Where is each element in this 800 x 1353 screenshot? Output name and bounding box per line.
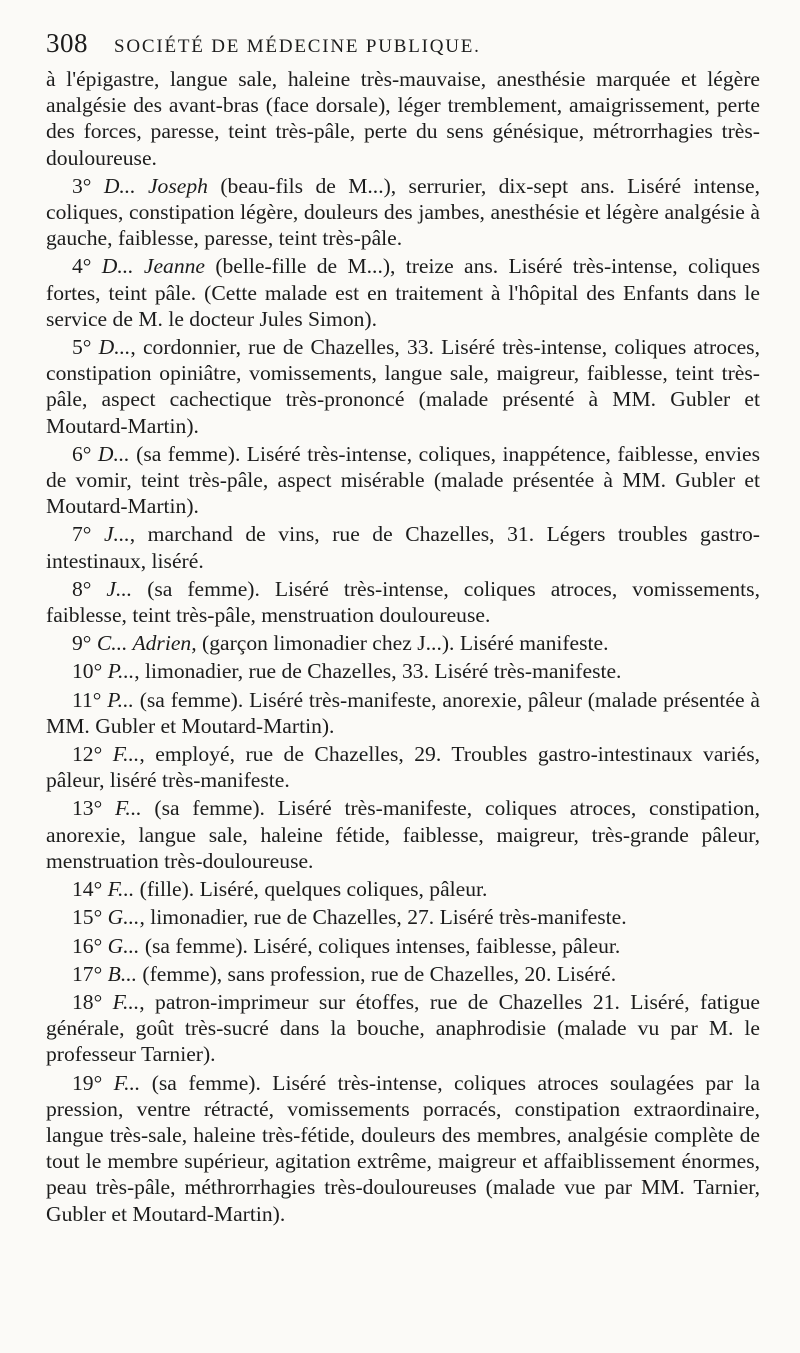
patient-name: F... [107, 877, 135, 902]
case-text: , patron-imprimeur sur étoffes, rue de Chazelles 21. Liséré, fatigue générale, goût très-sucré dans la bouche, anaphrodisie (malade vu par M. le professeur Tarnier). [46, 989, 760, 1067]
paragraph-text: à l'épigastre, langue sale, haleine très-mauvaise, anesthésie marquée et légère analgésie des avant-bras (face dorsale), léger tremblement, amaigrissement, perte des forces, paresse, teint très-pâle, perte du sens génésique, métrorrhagies très-douloureuse. [46, 67, 760, 170]
case-number: 14° [72, 877, 108, 902]
patient-name: D... Jeanne [101, 254, 205, 279]
case-text: (sa femme). Liséré très-manifeste, coliques atroces, constipation, anorexie, langue sale, haleine fétide, faiblesse, maigreur, très-grande pâleur, menstruation très-douloureuse. [46, 796, 760, 873]
patient-name: J... [106, 576, 133, 601]
case-number: 11° [72, 687, 108, 712]
patient-name: D... Joseph [103, 173, 208, 198]
case-number: 19° [72, 1070, 114, 1095]
case-text: , cordonnier, rue de Chazelles, 33. Liséré très-intense, coliques atroces, constipation opiniâtre, vomissements, langue sale, maigreur, faiblesse, teint très-pâle, aspect cachectique très-prononcé (malade présenté à MM. Gubler et Moutard-Martin). [46, 335, 760, 438]
case-number: 18° [72, 989, 113, 1014]
case-number: 6° [72, 441, 98, 466]
case-entry [46, 989, 760, 1068]
case-entry [46, 1070, 760, 1227]
case-entry [46, 961, 760, 987]
case-text: , limonadier, rue de Chazelles, 33. Liséré très-manifeste. [134, 659, 622, 684]
case-number: 5° [72, 335, 99, 360]
case-number: 12° [72, 742, 113, 767]
case-number: 8° [72, 576, 107, 601]
case-text: , employé, rue de Chazelles, 29. Troubles gastro-intestinaux variés, pâleur, liséré très-manifeste. [46, 742, 760, 793]
patient-name: F... [112, 742, 140, 767]
running-title: SOCIÉTÉ DE MÉDECINE PUBLIQUE. [114, 36, 481, 57]
case-text: (sa femme). Liséré très-manifeste, anorexie, pâleur (malade présentée à MM. Gubler et Moutard-Martin). [46, 687, 761, 738]
case-entry [46, 933, 760, 959]
case-text: (sa femme). Liséré, coliques intenses, faiblesse, pâleur. [139, 933, 621, 958]
case-number: 3° [72, 173, 104, 198]
case-entry [46, 658, 760, 684]
page-header [46, 28, 760, 66]
patient-name: C... Adrien, [96, 631, 197, 656]
case-text: , marchand de vins, rue de Chazelles, 31. Légers troubles gastro-intestinaux, liséré. [46, 522, 760, 573]
patient-name: D... [97, 441, 130, 466]
paragraph-continuation [46, 66, 760, 171]
case-number: 16° [72, 933, 108, 958]
case-entry [46, 576, 760, 628]
patient-name: G... [107, 933, 140, 958]
case-entry [46, 334, 760, 439]
patient-name: P... [107, 687, 134, 712]
case-entry [46, 687, 760, 739]
patient-name: F... [113, 1070, 141, 1095]
case-text: (sa femme). Liséré très-intense, coliques atroces, vomissements, faiblesse, teint très-pâle, menstruation douloureuse. [46, 576, 760, 628]
case-text: (fille). Liséré, quelques coliques, pâleur. [134, 877, 488, 902]
patient-name: D... [98, 335, 131, 360]
case-number: 4° [72, 254, 102, 279]
case-entry [46, 173, 760, 252]
case-entry [46, 741, 760, 793]
case-entry [46, 630, 760, 656]
case-number: 9° [72, 631, 97, 656]
case-number: 17° [72, 961, 108, 986]
case-entry [46, 876, 760, 902]
patient-name: F... [112, 989, 140, 1014]
case-number: 15° [72, 905, 108, 930]
patient-name: F... [115, 796, 142, 821]
case-text: (sa femme). Liséré très-intense, coliques, inappétence, faiblesse, envies de vomir, teint très-pâle, aspect misérable (malade présentée à MM. Gubler et Moutard-Martin). [46, 441, 760, 519]
case-text: (femme), sans profession, rue de Chazelles, 20. Liséré. [137, 961, 617, 986]
case-number: 7° [72, 522, 104, 547]
case-entry [46, 795, 760, 874]
case-entry [46, 521, 760, 573]
case-entry [46, 253, 760, 332]
case-text: (beau-fils de M...), serrurier, dix-sept ans. Liséré intense, coliques, constipation légère, douleurs des jambes, anesthésie et légère analgésie à gauche, faiblesse, paresse, teint très-pâle. [46, 173, 760, 251]
case-text: (belle-fille de M...), treize ans. Liséré très-intense, coliques fortes, teint pâle. (Cette malade est en traitement à l'hôpital des Enfants dans le service de M. le docteur Jules Simon). [46, 254, 760, 331]
case-text: (garçon limonadier chez J...). Liséré manifeste. [196, 631, 609, 656]
patient-name: G... [107, 905, 140, 930]
case-number: 10° [72, 659, 108, 684]
patient-name: B... [107, 961, 138, 986]
body-text [46, 66, 760, 1227]
case-text: (sa femme). Liséré très-intense, coliques atroces soulagées par la pression, ventre rétracté, vomissements porracés, constipation extraordinaire, langue très-sale, haleine très-fétide, douleurs des membres, analgésie complète de tout le membre supérieur, agitation extrême, maigreur et affaiblissement énormes, peau très-pâle, méthrorrhagies très-douloureuses (malade vue par MM. Tarnier, Gubler et Moutard-Martin). [46, 1070, 760, 1226]
case-text: , limonadier, rue de Chazelles, 27. Liséré très-manifeste. [139, 905, 627, 930]
case-number: 13° [72, 796, 116, 821]
page-number: 308 [46, 28, 88, 58]
case-entry [46, 441, 760, 520]
case-entry [46, 904, 760, 930]
patient-name: P... [107, 659, 135, 684]
patient-name: J... [103, 522, 130, 547]
